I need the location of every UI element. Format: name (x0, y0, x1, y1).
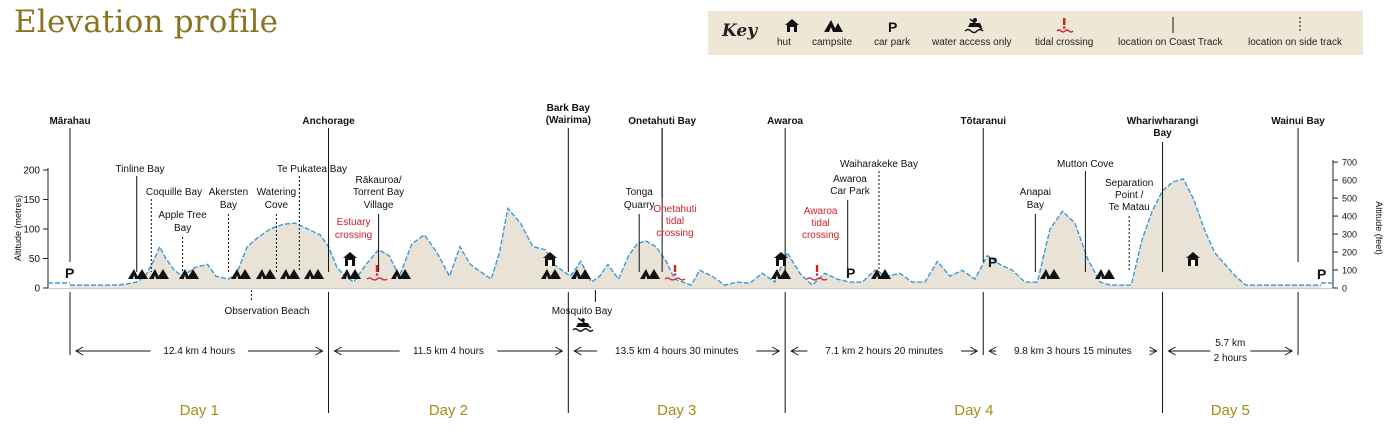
location-label: Te Matau (1108, 202, 1150, 213)
y-tick-label-right: 200 (1342, 247, 1358, 258)
y-axis-title-right: Altitude (feet) (1374, 201, 1384, 255)
y-tick-label-left: 200 (23, 165, 40, 177)
tidal-dot (376, 273, 379, 276)
location-label: Tonga (625, 187, 653, 198)
y-tick-label-left: 50 (28, 254, 40, 265)
location-label: Apple Tree (158, 210, 207, 221)
location-label: Bay (219, 200, 238, 211)
y-tick-label-right: 300 (1342, 229, 1358, 240)
tidal-mark (816, 265, 818, 272)
y-tick-label-right: 0 (1342, 283, 1348, 294)
day-label: Day 4 (954, 402, 994, 419)
y-tick-label-right: 600 (1342, 175, 1358, 186)
water-wave (573, 329, 593, 332)
campsite-icon (341, 269, 361, 279)
car-park-letter: P (988, 254, 998, 270)
location-label: Bay (1153, 128, 1172, 139)
key-label-side-track: location on side track (1248, 37, 1342, 48)
location-label: Estuary (336, 217, 371, 228)
segment-label: 13.5 km 4 hours 30 minutes (615, 346, 739, 357)
svg-text:P: P (888, 19, 898, 35)
hut-door (779, 260, 783, 266)
tidal-label: crossing (656, 228, 694, 239)
location-label: crossing (801, 230, 840, 241)
location-label: Rākauroa/ (355, 175, 402, 186)
y-axis-title-left: Altitude (metres) (13, 194, 23, 262)
location-label: Coquille Bay (145, 187, 203, 198)
campsite-icon (128, 269, 148, 279)
y-tick-label-right: 100 (1342, 265, 1358, 276)
location-label: Waiharakeke Bay (840, 159, 918, 170)
segment-label: 12.4 km 4 hours (163, 346, 236, 357)
location-label: Onetahuti Bay (628, 116, 697, 127)
key-label-campsite: campsite (812, 37, 853, 48)
location-label: Village (363, 200, 394, 211)
car-park-letter: P (65, 265, 75, 281)
y-tick-label-left: 150 (23, 195, 40, 206)
day-label: Day 3 (657, 402, 697, 419)
segment-distance: 5.7 km (1215, 338, 1246, 349)
location-label: Car Park (830, 186, 870, 197)
tidal-mark (376, 265, 378, 272)
location-label: Whariwharangi (1126, 116, 1199, 127)
key-label-tidal-crossing: tidal crossing (1035, 37, 1094, 48)
location-label: Watering (256, 187, 297, 198)
key-label-car-park: car park (874, 37, 911, 48)
key-label-hut: hut (777, 37, 791, 48)
location-label: Anapai (1019, 187, 1051, 198)
key-label-coast-track: location on Coast Track (1118, 37, 1223, 48)
hut-door (1191, 260, 1195, 266)
location-label: Torrent Bay (353, 187, 405, 198)
car-park-icon (846, 265, 855, 281)
hut-icon (343, 252, 357, 266)
location-label: Bay (173, 223, 192, 234)
location-label: Quarry (623, 200, 655, 211)
y-tick-label-right: 700 (1342, 157, 1358, 168)
location-label: Mārahau (49, 116, 91, 127)
location-label: crossing (334, 230, 373, 241)
tidal-dot (816, 273, 819, 276)
day-label: Day 1 (179, 402, 219, 419)
location-label: Awaroa (767, 116, 804, 127)
tent-shape (1103, 269, 1115, 279)
y-tick-label-right: 400 (1342, 211, 1358, 222)
location-label: Bay (1026, 200, 1044, 211)
campsite-icon (1095, 269, 1115, 279)
car-park-letter: P (1317, 266, 1327, 282)
location-label: Separation (1104, 178, 1154, 189)
car-park-icon (1317, 266, 1326, 282)
location-label: Cove (264, 200, 289, 211)
hut-door (348, 260, 352, 266)
location-label: Mutton Cove (1057, 159, 1114, 170)
location-label: tidal (811, 218, 830, 229)
location-label: Point / (1115, 190, 1144, 201)
segment-label: 7.1 km 2 hours 20 minutes (825, 346, 944, 357)
y-tick-label-left: 0 (34, 283, 40, 295)
y-tick-label-right: 500 (1342, 193, 1358, 204)
location-label: Awaroa (833, 174, 867, 185)
kayak-head (581, 318, 585, 322)
location-label: Anchorage (302, 116, 355, 127)
day-label: Day 2 (428, 402, 469, 419)
page-title: Elevation profile (14, 4, 279, 40)
segment-time: 2 hours (1213, 353, 1247, 364)
y-tick-label-left: 100 (23, 224, 40, 236)
location-label: Tōtaranui (960, 116, 1007, 127)
segment-label: 9.8 km 3 hours 15 minutes (1013, 346, 1132, 357)
water-access-only-icon (573, 318, 593, 331)
location-label: Observation Beach (224, 306, 310, 317)
location-label: Te Pukatea Bay (276, 164, 348, 175)
car-park-icon (65, 265, 74, 281)
key-label-water-access: water access only (932, 37, 1012, 48)
location-label: Tinline Bay (115, 164, 165, 175)
location-label: Mosquito Bay (551, 306, 613, 317)
tidal-label: Onetahuti (653, 204, 697, 215)
day-label: Day 5 (1210, 402, 1250, 419)
car-park-icon (988, 254, 997, 270)
segment-label: 11.5 km 4 hours (412, 346, 484, 357)
hut-door (548, 260, 552, 266)
car-park-letter: P (846, 265, 856, 281)
location-label: Awaroa (803, 206, 838, 217)
location-label: Wainui Bay (1271, 116, 1325, 127)
location-label: Akersten (208, 187, 249, 198)
tidal-dot (674, 273, 677, 276)
location-label: (Wairima) (545, 115, 591, 126)
tidal-label: tidal (665, 216, 685, 227)
tidal-mark (674, 265, 676, 272)
location-label: Bark Bay (546, 103, 590, 114)
key-title: Key (722, 21, 758, 41)
